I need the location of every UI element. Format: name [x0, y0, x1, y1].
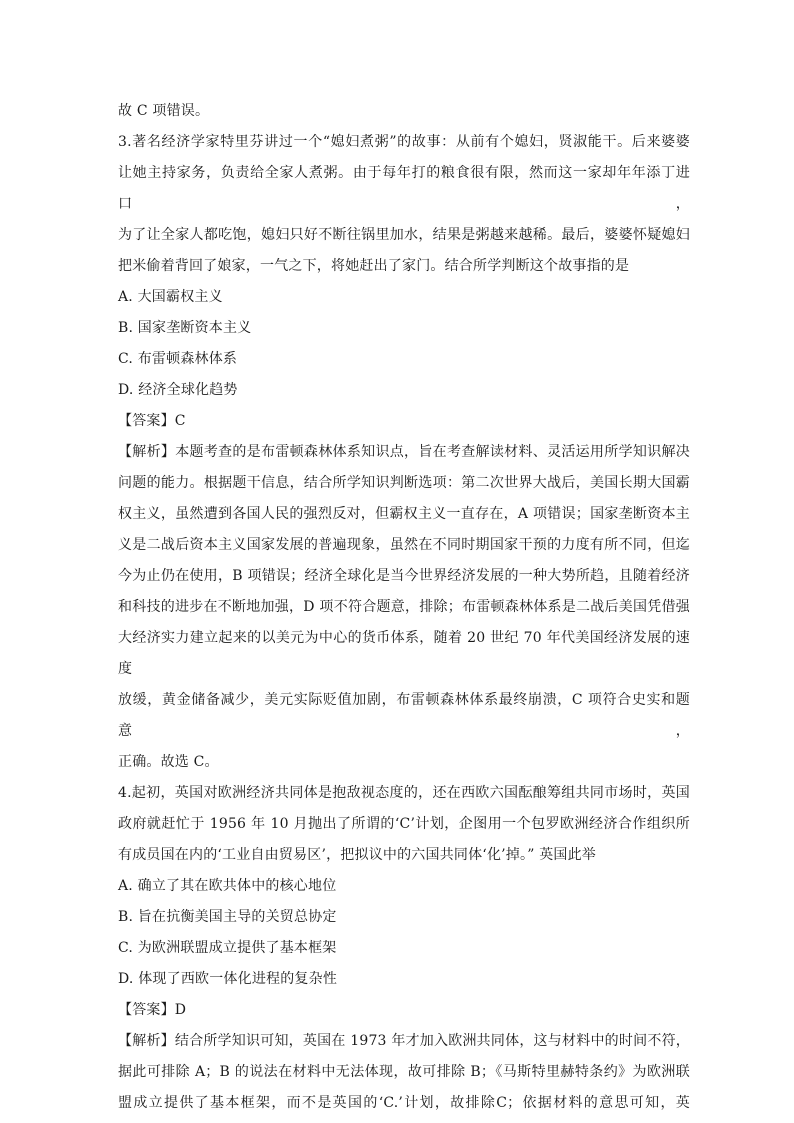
text-line: 让她主持家务，负责给全家人煮粥。由于每年打的粮食很有限，然而这一家却年年添丁进口，	[118, 165, 690, 212]
text-line: 【答案】D	[118, 1002, 187, 1018]
text-line: C. 布雷顿森林体系	[118, 351, 238, 367]
text-line: 正确。故选 C。	[118, 754, 219, 770]
text-line: 3.著名经济学家特里芬讲过一个“媳妇煮粥”的故事：从前有个媳妇，贤淑能干。后来婆婆	[118, 134, 690, 150]
text-line: D. 经济全球化趋势	[118, 382, 238, 398]
text-line: A. 大国霸权主义	[118, 289, 223, 305]
text-line: 大经济实力建立起来的以美元为中心的货币体系，随着 20 世纪 70 年代美国经济发展的速度	[118, 630, 690, 677]
text-line: 义是二战后资本主义国家发展的普遍现象，虽然在不同时期国家干预的力度有所不同，但迄	[118, 537, 690, 553]
text-line: D. 体现了西欧一体化进程的复杂性	[118, 971, 338, 987]
text-line: 盟成立提供了基本框架，而不是英国的‘C.’计划，故排除C；依据材料的意思可知，英	[118, 1095, 690, 1111]
text-line: 今为止仍在使用，B 项错误；经济全球化是当今世界经济发展的一种大势所趋，且随着经济	[118, 568, 690, 584]
text-line: 有成员国在内的‘工业自由贸易区’，把拟议中的六国共同体‘化’掉。” 英国此举	[118, 847, 597, 863]
text-line: 把米偷着背回了娘家，一气之下，将她赶出了家门。结合所学判断这个故事指的是	[118, 258, 630, 274]
text-line: 政府就赶忙于 1956 年 10 月抛出了所谓的‘C’计划，企图用一个包罗欧洲经济合作组织所	[118, 816, 690, 832]
text-line: 故 C 项错误。	[118, 103, 210, 119]
text-line: A. 确立了其在欧共体中的核心地位	[118, 878, 337, 894]
text-line: 和科技的进步在不断地加强，D 项不符合题意，排除；布雷顿森林体系是二战后美国凭借强	[118, 599, 690, 615]
text-line: 【答案】C	[118, 413, 186, 429]
text-line: 放缓，黄金储备减少，美元实际贬值加剧，布雷顿森林体系最终崩溃，C 项符合史实和题意，	[118, 692, 690, 739]
text-line: 【解析】本题考查的是布雷顿森林体系知识点，旨在考查解读材料、灵活运用所学知识解决	[118, 444, 690, 460]
text-line: C. 为欧洲联盟成立提供了基本框架	[118, 940, 337, 956]
text-line: 为了让全家人都吃饱，媳妇只好不断往锅里加水，结果是粥越来越稀。最后，婆婆怀疑媳妇	[118, 227, 690, 243]
text-line: 4.起初，英国对欧洲经济共同体是抱敌视态度的，还在西欧六国酝酿筹组共同市场时，英国	[118, 785, 690, 801]
text-line: 问题的能力。根据题干信息，结合所学知识判断选项：第二次世界大战后，美国长期大国霸	[118, 475, 690, 491]
text-line: 据此可排除 A；B 的说法在材料中无法体现，故可排除 B；《马斯特里赫特条约》为欧洲联	[118, 1064, 690, 1080]
document-body	[118, 96, 690, 1119]
text-line: 权主义，虽然遭到各国人民的强烈反对，但霸权主义一直存在，A 项错误；国家垄断资本主	[118, 506, 690, 522]
text-line: 【解析】结合所学知识可知，英国在 1973 年才加入欧洲共同体，这与材料中的时间不符，	[118, 1033, 690, 1049]
text-line: B. 国家垄断资本主义	[118, 320, 252, 336]
text-line: B. 旨在抗衡美国主导的关贸总协定	[118, 909, 337, 925]
